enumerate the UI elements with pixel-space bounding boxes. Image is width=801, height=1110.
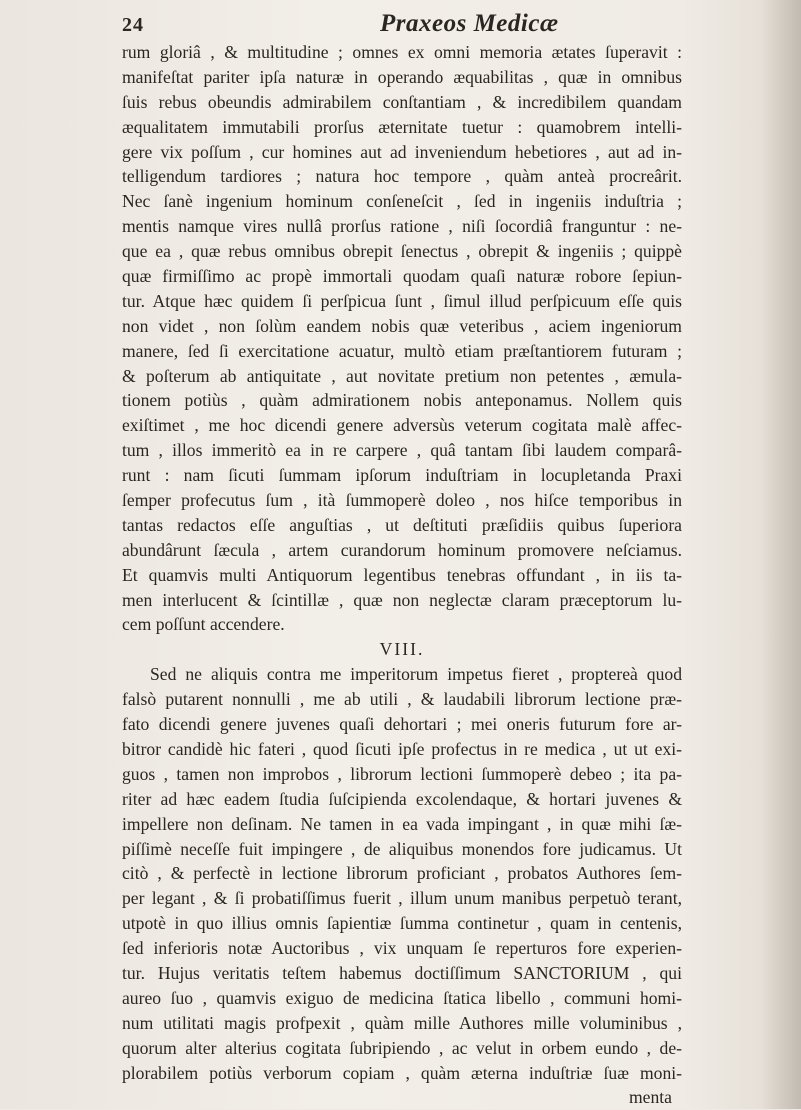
text-line: plorabilem potiùs verborum copiam , quàm æterna induſtriæ ſuæ moni- bbox=[122, 1062, 682, 1083]
catchword: menta bbox=[629, 1087, 672, 1108]
text-line: per legant , & ſi probatiſſimus fuerit , illum unum manibus perpetuò terant, bbox=[122, 888, 682, 909]
text-line: falsò putarent nonnulli , me ab utili , & laudabili librorum lectione præ- bbox=[122, 689, 682, 710]
text-line: mentis namque vires nullâ prorſus ratione , niſi ſocordiâ franguntur : ne- bbox=[122, 216, 682, 237]
text-line: & poſterum ab antiquitate , aut novitate pretium non petentes , æmula- bbox=[122, 365, 682, 386]
text-line: tantas redactos eſſe anguſtias , ut deſtituti præſidiis quibus ſuperiora bbox=[122, 514, 682, 535]
text-line: quorum alter alterius cogitata ſubripiendo , ac velut in orbem eundo , de- bbox=[122, 1037, 682, 1058]
text-line: citò , & perfectè in lectione librorum proficiant , probatos Authores ſem- bbox=[122, 863, 682, 884]
page-header bbox=[122, 8, 682, 42]
page-edge-shadow bbox=[761, 0, 801, 1109]
text-line: fato dicendi genere juvenes quaſi dehortari ; mei oneris futurum fore ar- bbox=[122, 714, 682, 735]
text-line: gere vix poſſum , cur homines aut ad inveniendum hebetiores , aut ad in- bbox=[122, 141, 682, 162]
text-line: Sed ne aliquis contra me imperitorum impetus fieret , proptereà quod bbox=[150, 664, 682, 685]
text-line: bitror candidè hic fateri , quod ſicuti ipſe profectus in re medica , ut ut exi- bbox=[122, 738, 682, 759]
text-line: tur. Atque hæc quidem ſi perſpicua ſunt , ſimul illud perſpicuum eſſe quis bbox=[122, 290, 682, 311]
text-line: Et quamvis multi Antiquorum legentibus tenebras offundant , in iis ta- bbox=[122, 564, 682, 585]
text-line: guos , tamen non improbos , librorum lectioni ſummoperè debeo ; ita pa- bbox=[122, 763, 682, 784]
text-line: que ea , quæ rebus omnibus obrepit ſenectus , obrepit & ingeniis ; quippè bbox=[122, 241, 682, 262]
text-line: piſſimè neceſſe fuit impingere , de aliquibus monendos fore judicamus. Ut bbox=[122, 838, 682, 859]
text-line: manere, ſed ſi exercitatione acuatur, multò etiam præſtantiorem futuram ; bbox=[122, 340, 682, 361]
text-line: cem poſſunt accendere. bbox=[122, 614, 285, 635]
text-line: telligendum tardiores ; natura hoc tempore , quàm anteà procreârit. bbox=[122, 166, 682, 187]
text-line: non videt , non ſolùm eandem nobis quæ veteribus , aciem ingeniorum bbox=[122, 315, 682, 336]
text-line: manifeſtat pariter ipſa naturæ in operando æquabilitas , quæ in omnibus bbox=[122, 66, 682, 87]
text-line: tur. Hujus veritatis teſtem habemus doctiſſimum SANCTORIUM , qui bbox=[122, 962, 682, 983]
text-line: aureo ſuo , quamvis exiguo de medicina ſtatica libello , communi homi- bbox=[122, 987, 682, 1008]
text-line: tum , illos immeritò ea in re carpere , quâ tantam ſibi laudem comparâ- bbox=[122, 440, 682, 461]
text-line: runt : nam ſicuti ſummam ipſorum induſtriam in locupletanda Praxi bbox=[122, 465, 682, 486]
text-line: quæ firmiſſimo ac propè immortali quodam quaſi naturæ robore ſepiun- bbox=[122, 266, 682, 287]
text-line: ſed inferioris notæ Auctoribus , vix unquam ſe reperturos fore experien- bbox=[122, 938, 682, 959]
text-line: Nec ſanè ingenium hominum conſeneſcit , ſed in ingeniis induſtria ; bbox=[122, 191, 682, 212]
text-line: rum gloriâ , & multitudine ; omnes ex omni memoria ætates ſuperavit : bbox=[122, 42, 682, 62]
text-line: tionem potiùs , quàm admirationem nobis anteponamus. Nollem quis bbox=[122, 390, 682, 411]
text-line: ſemper profecutus ſum , ità ſummoperè doleo , nos hiſce temporibus in bbox=[122, 490, 682, 511]
text-line: impellere non deſinam. Ne tamen in ea vada impingant , in quæ mihi ſæ- bbox=[122, 813, 682, 834]
text-line: exiſtimet , me hoc dicendi genere adversùs veterum cogitata malè affec- bbox=[122, 415, 682, 436]
text-line: utpotè in quo illius omnis ſapientiæ ſumma continetur , quam in centenis, bbox=[122, 913, 682, 934]
running-head: Praxeos Medicæ bbox=[380, 10, 559, 37]
section-number: VIII. bbox=[379, 639, 425, 660]
text-line: men interlucent & ſcintillæ , quæ non neglectæ claram præceptorum lu- bbox=[122, 589, 682, 610]
page-number: 24 bbox=[122, 14, 144, 36]
text-line: abundârunt ſæcula , artem curandorum hominum promovere neſciamus. bbox=[122, 539, 682, 560]
text-line: riter ad hæc eadem ſtudia ſuſcipienda excolendaque, & hortari juvenes & bbox=[122, 788, 682, 809]
body-text bbox=[122, 40, 682, 1110]
text-line: æqualitatem immutabili prorſus æternitate tuetur : quamobrem intelli- bbox=[122, 116, 682, 137]
text-line: ſuis rebus obeundis admirabilem conſtantiam , & incredibilem quandam bbox=[122, 91, 682, 112]
text-line: num utilitati magis profpexit , quàm mille Authores mille voluminibus , bbox=[122, 1012, 682, 1033]
